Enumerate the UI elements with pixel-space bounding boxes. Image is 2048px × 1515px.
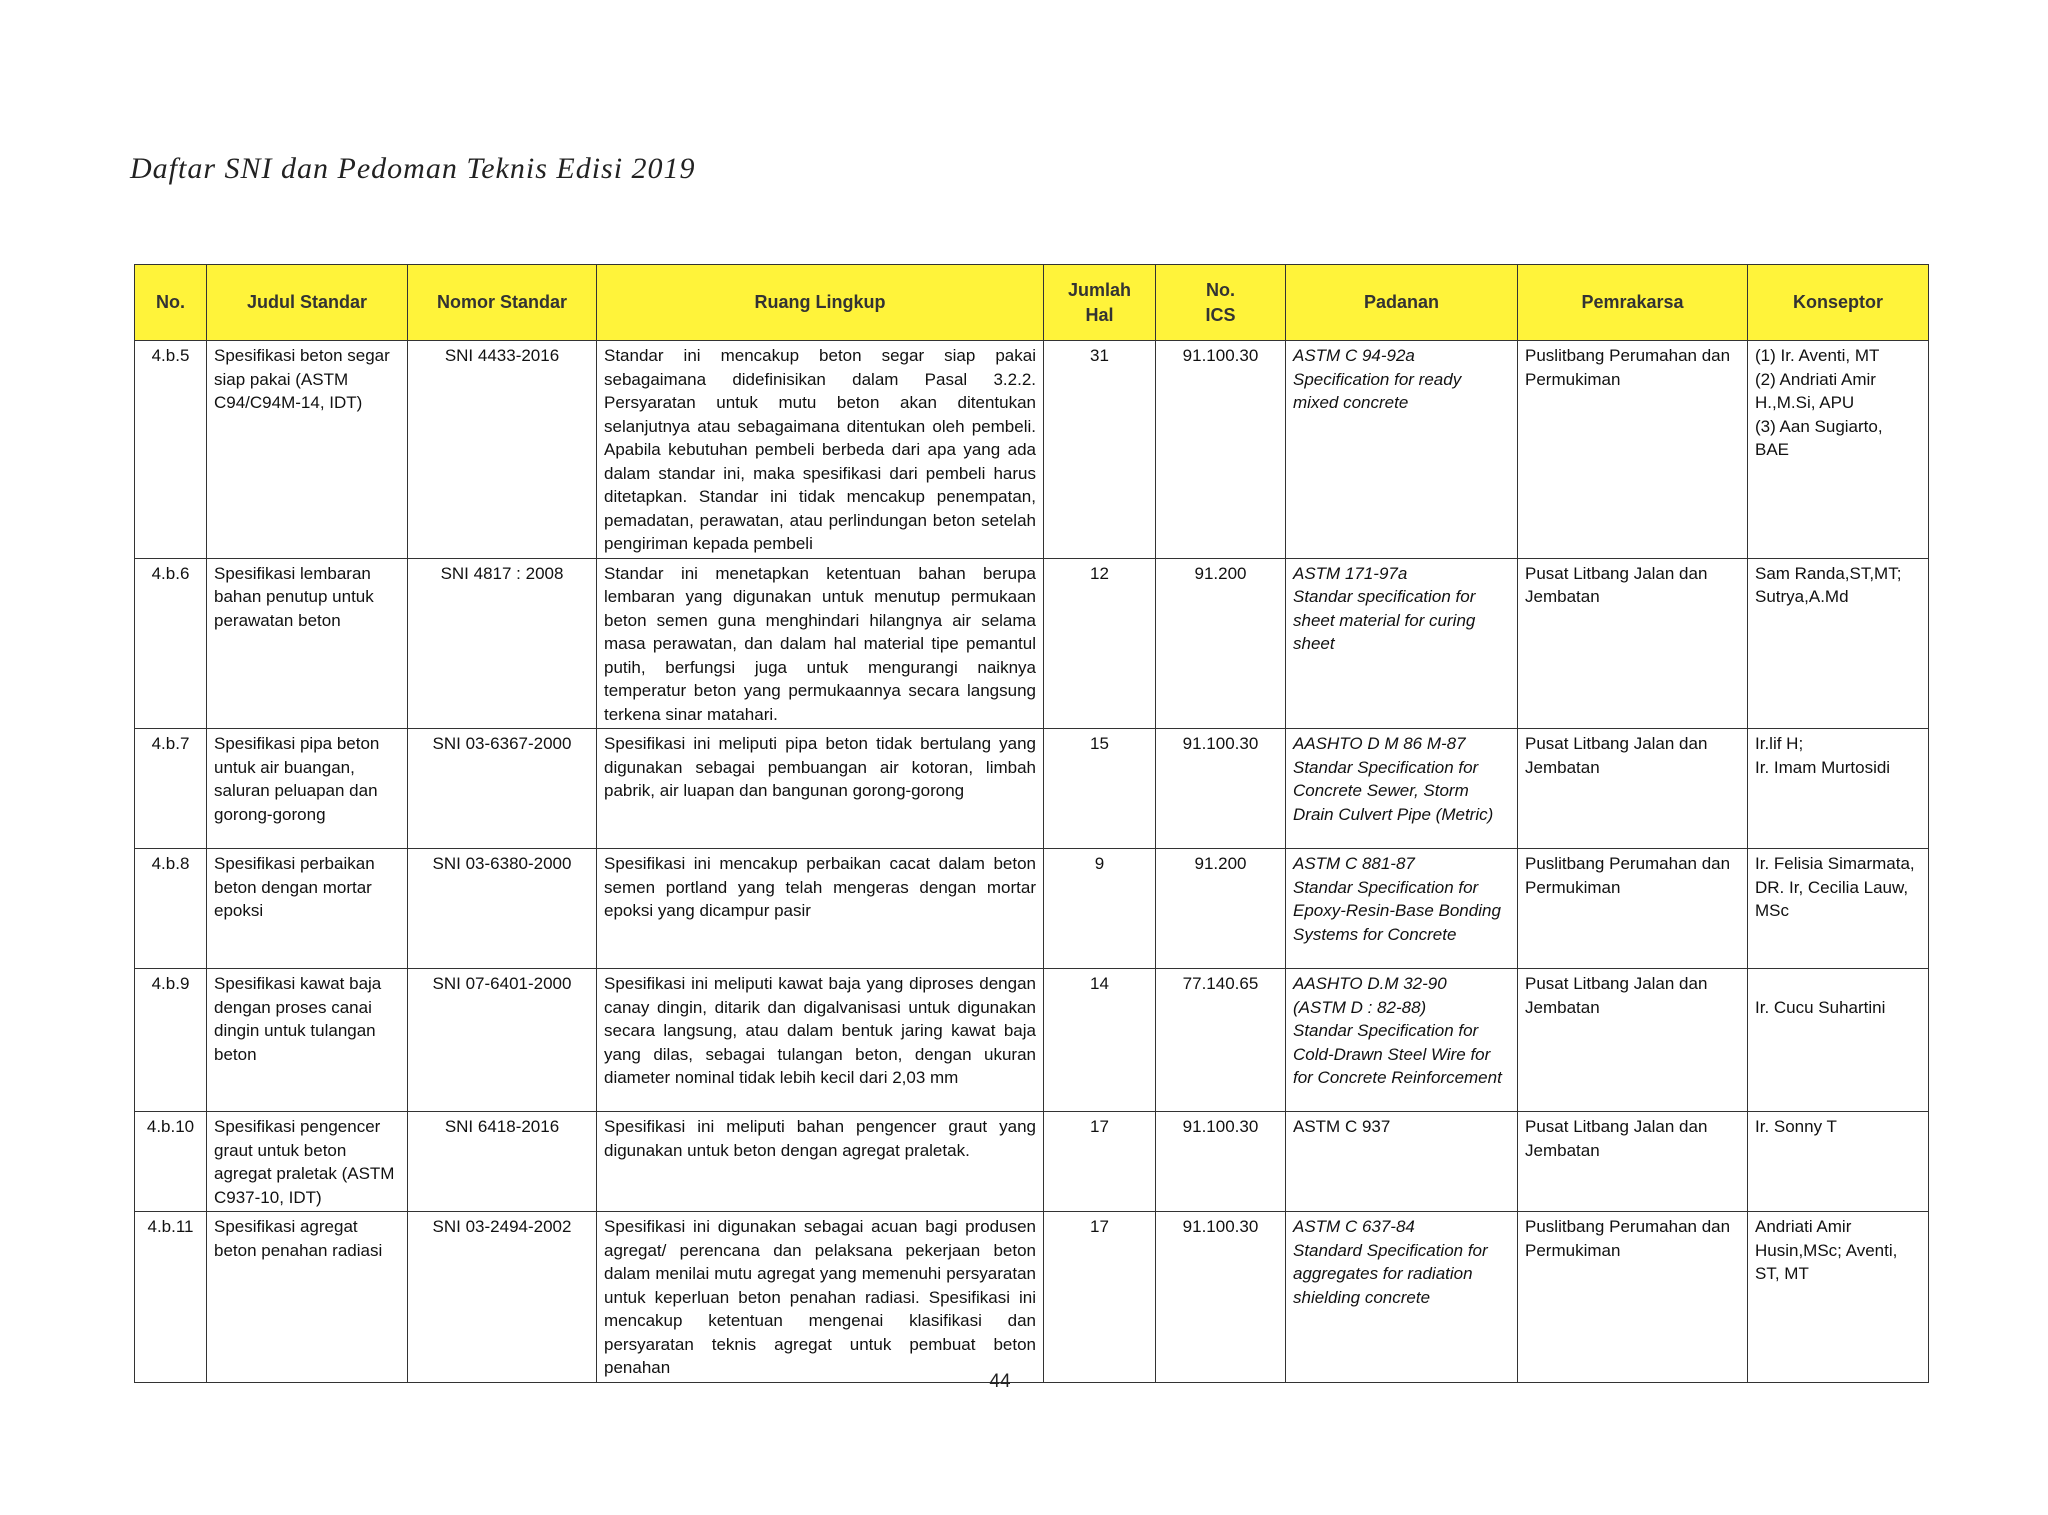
cell-pemrakarsa: Pusat Litbang Jalan dan Jembatan — [1518, 1112, 1748, 1212]
cell-konseptor: Sam Randa,ST,MT; Sutrya,A.Md — [1748, 558, 1929, 729]
header-row — [135, 265, 1929, 341]
page-number: 44 — [989, 1371, 1011, 1392]
cell-jumlah-hal: 12 — [1044, 558, 1156, 729]
document-title: Daftar SNI dan Pedoman Teknis Edisi 2019 — [130, 152, 696, 185]
cell-padanan: ASTM C 937 — [1286, 1112, 1518, 1212]
table-header — [135, 265, 1929, 341]
table-body — [135, 341, 1929, 1383]
header-no-ics: No. ICS — [1156, 265, 1286, 341]
table-row — [135, 1112, 1929, 1212]
header-padanan: Padanan — [1286, 265, 1518, 341]
header-pemrakarsa: Pemrakarsa — [1518, 265, 1748, 341]
cell-pemrakarsa: Puslitbang Perumahan dan Permukiman — [1518, 849, 1748, 969]
cell-judul: Spesifikasi kawat baja dengan proses canai dingin untuk tulangan beton — [207, 969, 408, 1112]
header-judul-standar: Judul Standar — [207, 265, 408, 341]
cell-judul: Spesifikasi agregat beton penahan radiasi — [207, 1212, 408, 1383]
cell-pemrakarsa: Puslitbang Perumahan dan Permukiman — [1518, 1212, 1748, 1383]
standards-table — [134, 264, 1929, 1383]
cell-nomor: SNI 6418-2016 — [408, 1112, 597, 1212]
cell-ruang-lingkup: Spesifikasi ini mencakup perbaikan cacat dalam beton semen portland yang telah mengeras dengan mortar epoksi yang dicampur pasir — [597, 849, 1044, 969]
cell-pemrakarsa: Pusat Litbang Jalan dan Jembatan — [1518, 558, 1748, 729]
cell-konseptor: Ir. Cucu Suhartini — [1748, 969, 1929, 1112]
cell-no: 4.b.6 — [135, 558, 207, 729]
cell-konseptor: Ir.lif H; Ir. Imam Murtosidi — [1748, 729, 1929, 849]
cell-judul: Spesifikasi pipa beton untuk air buangan, saluran peluapan dan gorong-gorong — [207, 729, 408, 849]
cell-ics: 91.100.30 — [1156, 1112, 1286, 1212]
cell-ics: 91.100.30 — [1156, 729, 1286, 849]
cell-padanan: AASHTO D.M 32-90 (ASTM D : 82-88) Standar Specification for Cold-Drawn Steel Wire for for Concrete Reinforcement — [1286, 969, 1518, 1112]
cell-padanan: ASTM C 637-84 Standard Specification for aggregates for radiation shielding concrete — [1286, 1212, 1518, 1383]
cell-padanan: ASTM C 881-87 Standar Specification for Epoxy-Resin-Base Bonding Systems for Concrete — [1286, 849, 1518, 969]
cell-ics: 77.140.65 — [1156, 969, 1286, 1112]
cell-jumlah-hal: 14 — [1044, 969, 1156, 1112]
cell-konseptor: Ir. Sonny T — [1748, 1112, 1929, 1212]
header-nomor-standar: Nomor Standar — [408, 265, 597, 341]
header-ruang-lingkup: Ruang Lingkup — [597, 265, 1044, 341]
table-row — [135, 558, 1929, 729]
cell-no: 4.b.9 — [135, 969, 207, 1112]
cell-ruang-lingkup: Standar ini mencakup beton segar siap pakai sebagaimana didefinisikan dalam Pasal 3.2.2. Persyaratan untuk mutu beton akan ditentukan selanjutnya atau sebagaimana ditentukan oleh pembeli. Apabila kebutuhan pembeli berbeda dari apa yang ada dalam standar ini, maka spesifikasi dari pembeli harus ditetapkan. Standar ini tidak mencakup penempatan, pemadatan, perawatan, atau perlindungan beton setelah pengiriman kepada pembeli — [597, 341, 1044, 559]
table-row — [135, 729, 1929, 849]
cell-ics: 91.200 — [1156, 558, 1286, 729]
cell-padanan: ASTM 171-97a Standar specification for sheet material for curing sheet — [1286, 558, 1518, 729]
cell-nomor: SNI 4433-2016 — [408, 341, 597, 559]
cell-no: 4.b.5 — [135, 341, 207, 559]
cell-judul: Spesifikasi perbaikan beton dengan mortar epoksi — [207, 849, 408, 969]
cell-pemrakarsa: Pusat Litbang Jalan dan Jembatan — [1518, 969, 1748, 1112]
cell-judul: Spesifikasi lembaran bahan penutup untuk perawatan beton — [207, 558, 408, 729]
table-row — [135, 341, 1929, 559]
table-row — [135, 1212, 1929, 1383]
cell-jumlah-hal: 9 — [1044, 849, 1156, 969]
cell-konseptor: Andriati Amir Husin,MSc; Aventi, ST, MT — [1748, 1212, 1929, 1383]
cell-ruang-lingkup: Standar ini menetapkan ketentuan bahan berupa lembaran yang digunakan untuk menutup permukaan beton semen guna menghindari hilangnya air selama masa perawatan, dan dalam hal material tipe pemantul putih, berfungsi juga untuk mengurangi naiknya temperatur beton yang permukaannya secara langsung terkena sinar matahari. — [597, 558, 1044, 729]
cell-ics: 91.200 — [1156, 849, 1286, 969]
cell-ruang-lingkup: Spesifikasi ini meliputi bahan pengencer graut yang digunakan untuk beton dengan agregat praletak. — [597, 1112, 1044, 1212]
header-jumlah-hal: Jumlah Hal — [1044, 265, 1156, 341]
cell-judul: Spesifikasi beton segar siap pakai (ASTM C94/C94M-14, IDT) — [207, 341, 408, 559]
cell-no: 4.b.8 — [135, 849, 207, 969]
cell-konseptor: Ir. Felisia Simarmata, DR. Ir, Cecilia Lauw, MSc — [1748, 849, 1929, 969]
cell-ruang-lingkup: Spesifikasi ini digunakan sebagai acuan bagi produsen agregat/ perencana dan pelaksana pekerjaan beton dalam menilai mutu agregat yang memenuhi persyaratan untuk keperluan beton penahan radiasi. Spesifikasi ini mencakup ketentuan mengenai klasifikasi dan persyaratan teknis agregat untuk pembuat beton penahan — [597, 1212, 1044, 1383]
cell-nomor: SNI 4817 : 2008 — [408, 558, 597, 729]
cell-nomor: SNI 03-2494-2002 — [408, 1212, 597, 1383]
cell-judul: Spesifikasi pengencer graut untuk beton agregat praletak (ASTM C937-10, IDT) — [207, 1112, 408, 1212]
cell-no: 4.b.10 — [135, 1112, 207, 1212]
cell-padanan: ASTM C 94-92a Specification for ready mixed concrete — [1286, 341, 1518, 559]
cell-jumlah-hal: 17 — [1044, 1112, 1156, 1212]
cell-padanan: AASHTO D M 86 M-87 Standar Specification for Concrete Sewer, Storm Drain Culvert Pipe (Metric) — [1286, 729, 1518, 849]
cell-no: 4.b.11 — [135, 1212, 207, 1383]
table-row — [135, 849, 1929, 969]
cell-konseptor: (1) Ir. Aventi, MT (2) Andriati Amir H.,M.Si, APU (3) Aan Sugiarto, BAE — [1748, 341, 1929, 559]
header-no: No. — [135, 265, 207, 341]
cell-jumlah-hal: 31 — [1044, 341, 1156, 559]
cell-pemrakarsa: Pusat Litbang Jalan dan Jembatan — [1518, 729, 1748, 849]
cell-jumlah-hal: 17 — [1044, 1212, 1156, 1383]
header-konseptor: Konseptor — [1748, 265, 1929, 341]
cell-ruang-lingkup: Spesifikasi ini meliputi pipa beton tidak bertulang yang digunakan sebagai pembuangan air kotoran, limbah pabrik, air luapan dan bangunan gorong-gorong — [597, 729, 1044, 849]
cell-no: 4.b.7 — [135, 729, 207, 849]
cell-ics: 91.100.30 — [1156, 341, 1286, 559]
cell-nomor: SNI 03-6380-2000 — [408, 849, 597, 969]
cell-ics: 91.100.30 — [1156, 1212, 1286, 1383]
cell-nomor: SNI 07-6401-2000 — [408, 969, 597, 1112]
cell-pemrakarsa: Puslitbang Perumahan dan Permukiman — [1518, 341, 1748, 559]
cell-nomor: SNI 03-6367-2000 — [408, 729, 597, 849]
cell-jumlah-hal: 15 — [1044, 729, 1156, 849]
cell-ruang-lingkup: Spesifikasi ini meliputi kawat baja yang diproses dengan canay dingin, ditarik dan digalvanisasi untuk digunakan secara langsung, atau dalam bentuk jaring kawat baja yang dilas, sebagai tulangan beton, dengan ukuran diameter nominal tidak lebih kecil dari 2,03 mm — [597, 969, 1044, 1112]
table-row — [135, 969, 1929, 1112]
